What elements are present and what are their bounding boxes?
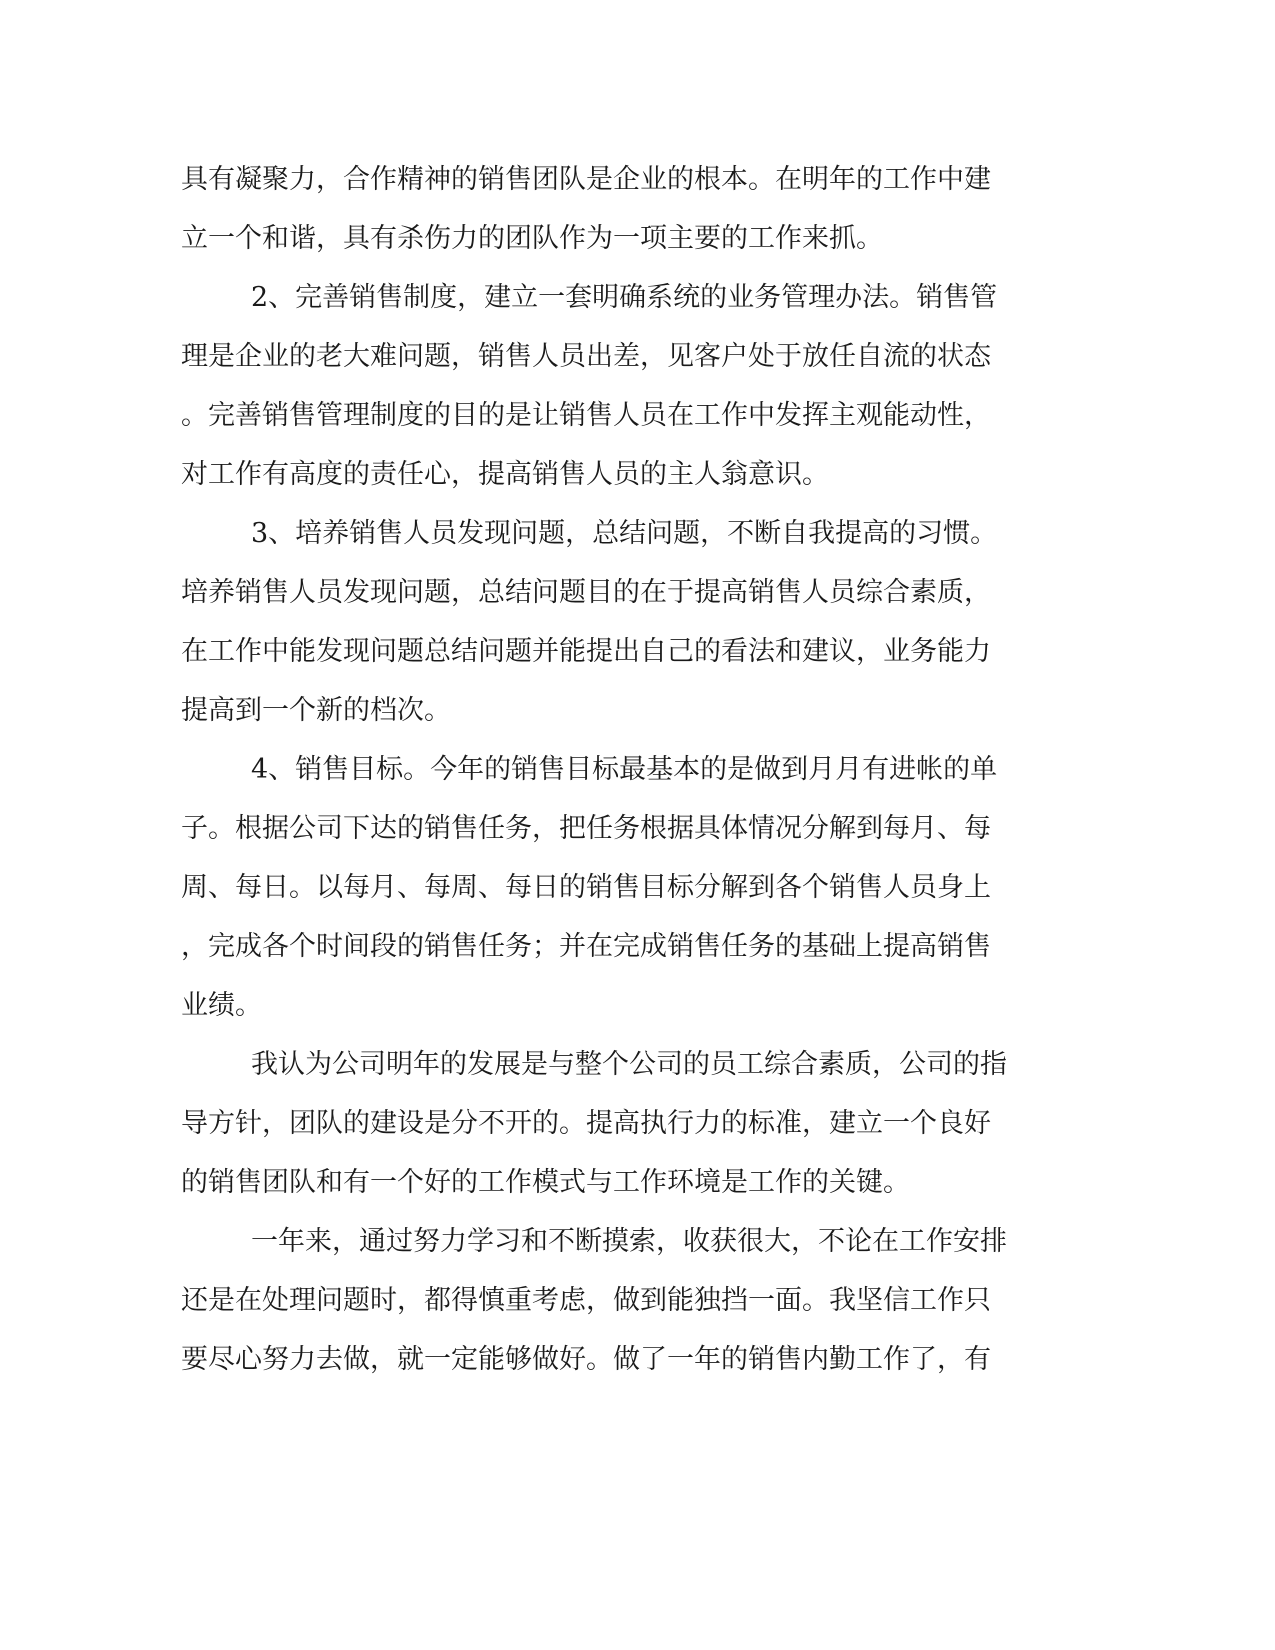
text-line-5: 。完善销售管理制度的目的是让销售人员在工作中发挥主观能动性， [181, 400, 991, 431]
text-line-12: 子。根据公司下达的销售任务，把任务根据具体情况分解到每月、每 [181, 813, 991, 844]
text-line-8: 培养销售人员发现问题，总结问题目的在于提高销售人员综合素质， [181, 577, 991, 608]
text-line-16: 我认为公司明年的发展是与整个公司的员工综合素质，公司的指 [251, 1049, 1007, 1080]
text-line-21: 要尽心努力去做，就一定能够做好。做了一年的销售内勤工作了，有 [181, 1344, 991, 1375]
text-line-9: 在工作中能发现问题总结问题并能提出自己的看法和建议，业务能力 [181, 636, 991, 667]
text-line-13: 周、每日。以每月、每周、每日的销售目标分解到各个销售人员身上 [181, 872, 991, 903]
text-line-19: 一年来，通过努力学习和不断摸索，收获很大，不论在工作安排 [251, 1226, 1007, 1257]
text-line-17: 导方针，团队的建设是分不开的。提高执行力的标准，建立一个良好 [181, 1108, 991, 1139]
text-line-15: 业绩。 [181, 990, 262, 1021]
text-line-11: 4、销售目标。今年的销售目标最基本的是做到月月有进帐的单 [251, 754, 998, 785]
text-line-10: 提高到一个新的档次。 [181, 695, 451, 726]
text-line-1: 具有凝聚力，合作精神的销售团队是企业的根本。在明年的工作中建 [181, 164, 991, 195]
text-line-6: 对工作有高度的责任心，提高销售人员的主人翁意识。 [181, 459, 829, 490]
text-line-7: 3、培养销售人员发现问题，总结问题，不断自我提高的习惯。 [251, 518, 998, 549]
text-line-4: 理是企业的老大难问题，销售人员出差，见客户处于放任自流的状态 [181, 341, 991, 372]
text-line-14: ，完成各个时间段的销售任务；并在完成销售任务的基础上提高销售 [181, 931, 991, 962]
text-line-20: 还是在处理问题时，都得慎重考虑，做到能独挡一面。我坚信工作只 [181, 1285, 991, 1316]
text-line-3: 2、完善销售制度，建立一套明确系统的业务管理办法。销售管 [251, 282, 998, 313]
text-line-2: 立一个和谐，具有杀伤力的团队作为一项主要的工作来抓。 [181, 223, 883, 254]
text-line-18: 的销售团队和有一个好的工作模式与工作环境是工作的关键。 [181, 1167, 910, 1198]
